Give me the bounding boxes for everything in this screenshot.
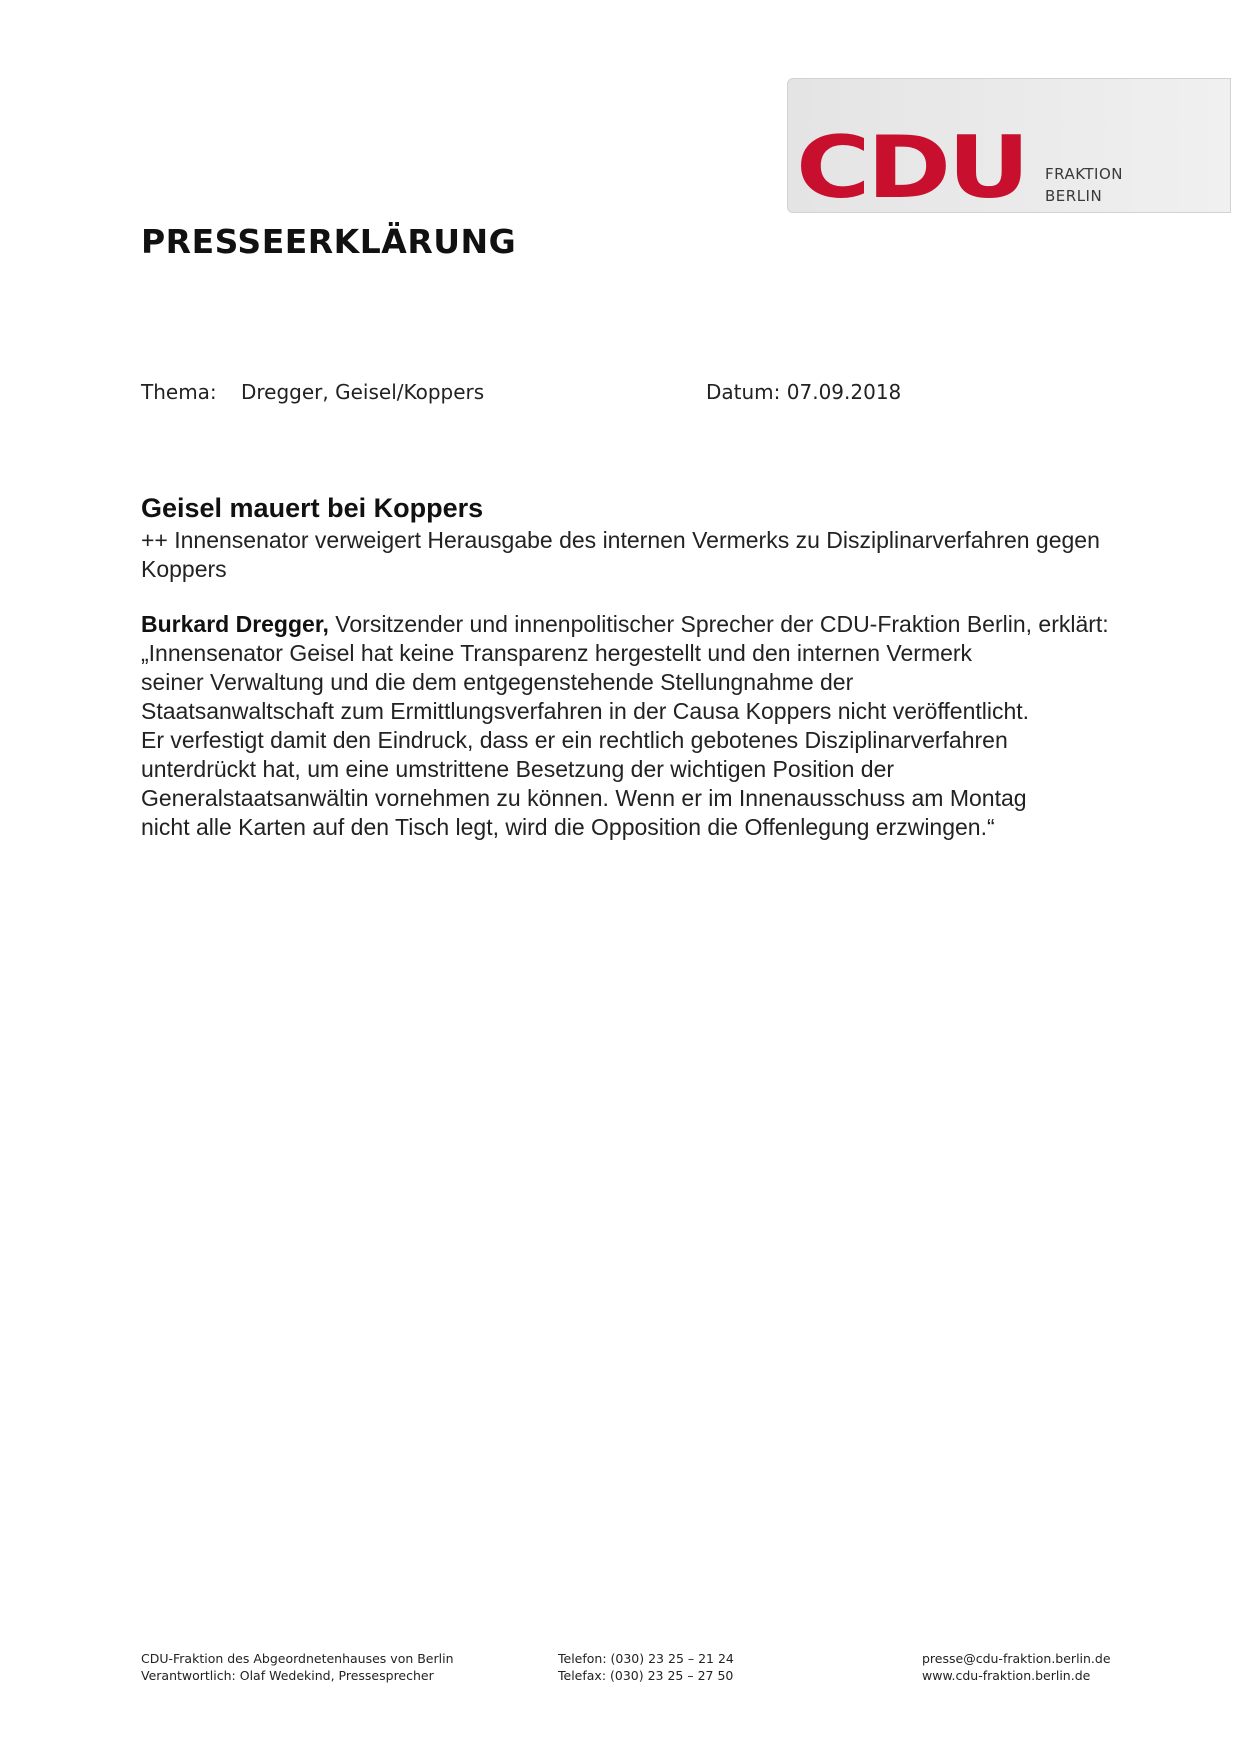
date-value: 07.09.2018 [786,380,902,404]
footer-email-link[interactable]: presse@cdu-fraktion.berlin.de [922,1651,1111,1666]
speaker-role: Vorsitzender und innenpolitischer Sprecher der CDU-Fraktion Berlin, erklärt: [328,611,1109,637]
footer-online [922,1650,1111,1684]
date-label: Datum: [706,380,781,404]
speaker-name: Burkard Dregger, [141,611,329,637]
press-statement [141,610,1121,842]
cdu-wordmark: CDU [796,118,1027,218]
topic-value: Dregger, Geisel/Koppers [241,380,485,404]
quote-line: seiner Verwaltung und die dem entgegenstehende Stellungnahme der [141,669,854,695]
document-type-title: PRESSEERKLÄRUNG [141,222,517,261]
footer-responsible: Verantwortlich: Olaf Wedekind, Pressesprecher [141,1668,434,1683]
footer-organization [141,1650,454,1684]
footer-phone: Telefon: (030) 23 25 – 21 24 [558,1651,734,1666]
footer-fax: Telefax: (030) 23 25 – 27 50 [558,1668,734,1683]
speaker-line [141,610,1121,639]
logo-subtitle [1045,163,1123,207]
topic-label: Thema: [141,380,217,404]
footer-contact-numbers [558,1650,734,1684]
cdu-fraktion-logo [787,78,1231,218]
date-field [706,380,901,404]
quote-line: „Innensenator Geisel hat keine Transparenz hergestellt und den internen Vermerk [141,640,973,666]
article-headline: Geisel mauert bei Koppers [141,493,484,523]
footer-org-name: CDU-Fraktion des Abgeordnetenhauses von Berlin [141,1651,454,1666]
footer-website-link[interactable]: www.cdu-fraktion.berlin.de [922,1668,1091,1683]
quote-line: unterdrückt hat, um eine umstrittene Besetzung der wichtigen Position der [141,756,895,782]
logo-subtitle-line1: FRAKTION [1045,165,1123,183]
quote-line: Er verfestigt damit den Eindruck, dass er ein rechtlich gebotenes Disziplinarverfahren [141,727,1008,753]
quote-line: Staatsanwaltschaft zum Ermittlungsverfahren in der Causa Koppers nicht veröffentlicht. [141,698,1030,724]
quote-line: Generalstaatsanwältin vornehmen zu können. Wenn er im Innenausschuss am Montag [141,785,1027,811]
logo-subtitle-line2: BERLIN [1045,187,1103,205]
quote-line: nicht alle Karten auf den Tisch legt, wird die Opposition die Offenlegung erzwingen.“ [141,814,995,840]
article-subheadline: ++ Innensenator verweigert Herausgabe des internen Vermerks zu Disziplinarverfahren gegen Koppers [141,527,1100,582]
